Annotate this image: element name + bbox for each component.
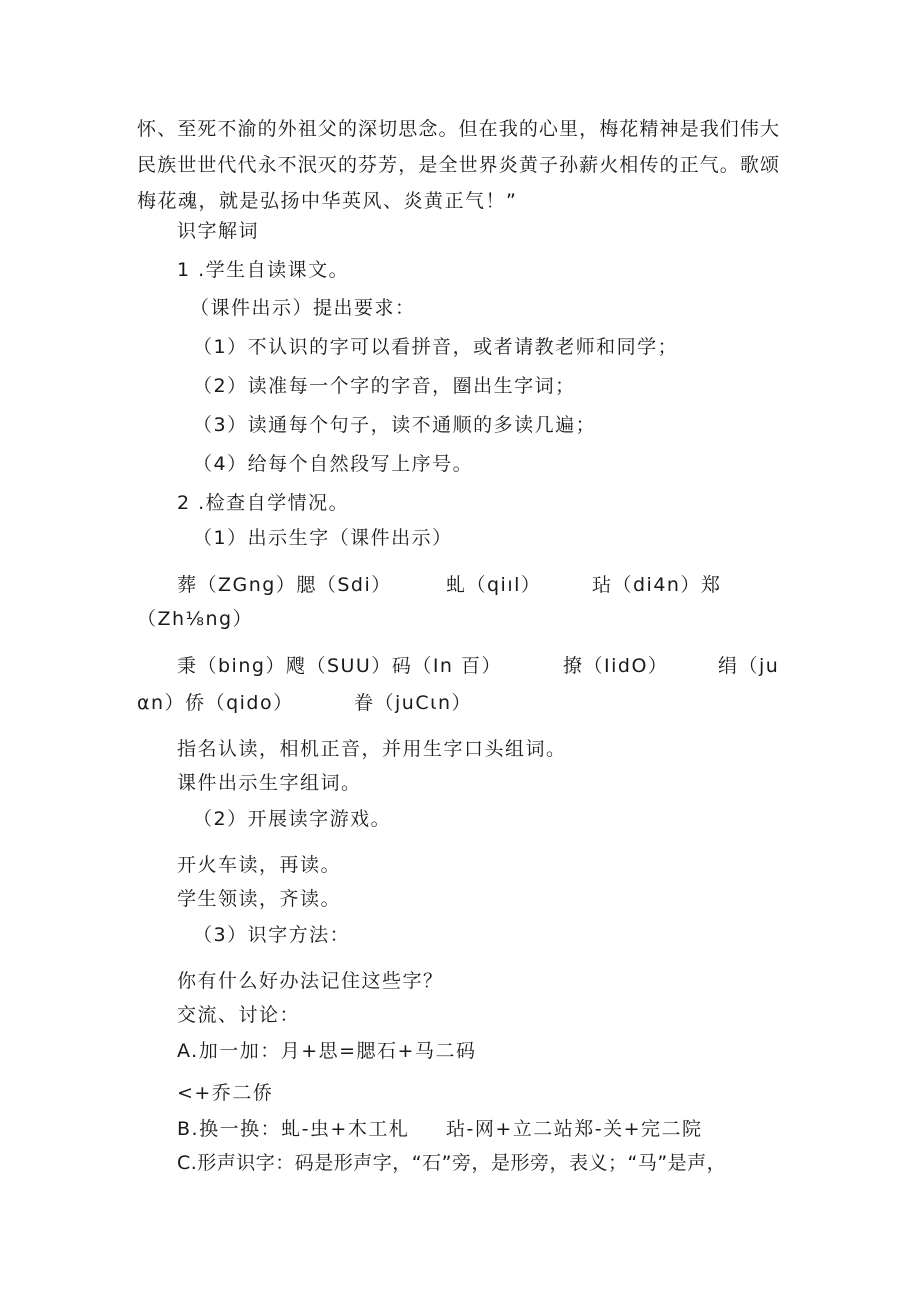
game-1: 开火车读，再读。 <box>177 854 342 876</box>
step1-requirement: （课件出示）提出要求： <box>190 297 416 319</box>
game-2: 学生领读，齐读。 <box>177 888 342 910</box>
chars-row2-b: 撩（IidO） <box>563 655 669 677</box>
method-question: 你有什么好办法记住这些字？ <box>177 970 444 992</box>
intro-line-2: 民族世世代代永不泯灭的芬芳，是全世界炎黄子孙薪火相传的正气。歌颂 <box>137 154 779 176</box>
method-b-2: 玷-网+立二站郑-关+完二院 <box>446 1118 703 1140</box>
requirement-item-4: （4）给每个自然段写上序号。 <box>193 453 474 475</box>
chars-row2-c: 绢（ju <box>718 655 780 677</box>
chars-row1-cont: （Zh⅛ng） <box>137 608 254 630</box>
intro-line-1: 怀、至死不渝的外祖父的深切思念。但在我的心里，梅花精神是我们伟大 <box>137 118 779 140</box>
step2-sub3: （3）识字方法： <box>193 924 351 946</box>
method-c: C.形声识字：码是形声字，“石”旁，是形旁，表义；“马”是声， <box>177 1152 727 1174</box>
chars-row2-a: 秉（bing）飕（SUU）码（In 百） <box>177 655 503 677</box>
requirement-item-1: （1）不认识的字可以看拼音，或者请教老师和同学； <box>193 336 679 358</box>
method-discuss: 交流、讨论： <box>177 1004 301 1026</box>
requirement-item-2: （2）读准每一个字的字音，圈出生字词； <box>193 375 576 397</box>
section-title: 识字解词 <box>177 220 260 242</box>
chars-row1-b: 虬（qiıl） <box>446 574 542 596</box>
step1-heading: 1 .学生自读课文。 <box>177 259 350 281</box>
chars-row2-cont-b: 眷（juCιn） <box>354 692 473 714</box>
chars-row1-a: 葬（ZGng）腮（Sdi） <box>177 574 392 596</box>
method-a: A.加一加：月+思=腮石+马二码 <box>177 1040 477 1062</box>
method-a-2: <+乔二侨 <box>177 1082 274 1104</box>
chars-row1-c: 玷（di4n）郑 <box>592 574 722 596</box>
intro-line-3: 梅花魂，就是弘扬中华英风、炎黄正气！” <box>137 190 518 212</box>
chars-row2-cont-a: αn）侨（qido） <box>137 692 294 714</box>
method-b-1: B.换一换：虬-虫+木工札 <box>177 1118 410 1140</box>
step2-heading: 2 .检查自学情况。 <box>177 492 350 514</box>
read-note: 指名认读，相机正音，并用生字口头组词。 <box>177 738 567 760</box>
step2-sub1: （1）出示生字（课件出示） <box>193 527 453 549</box>
requirement-item-3: （3）读通每个句子，读不通顺的多读几遍； <box>193 414 597 436</box>
words-note: 课件出示生字组词。 <box>177 772 362 794</box>
step2-sub2: （2）开展读字游戏。 <box>193 808 392 830</box>
